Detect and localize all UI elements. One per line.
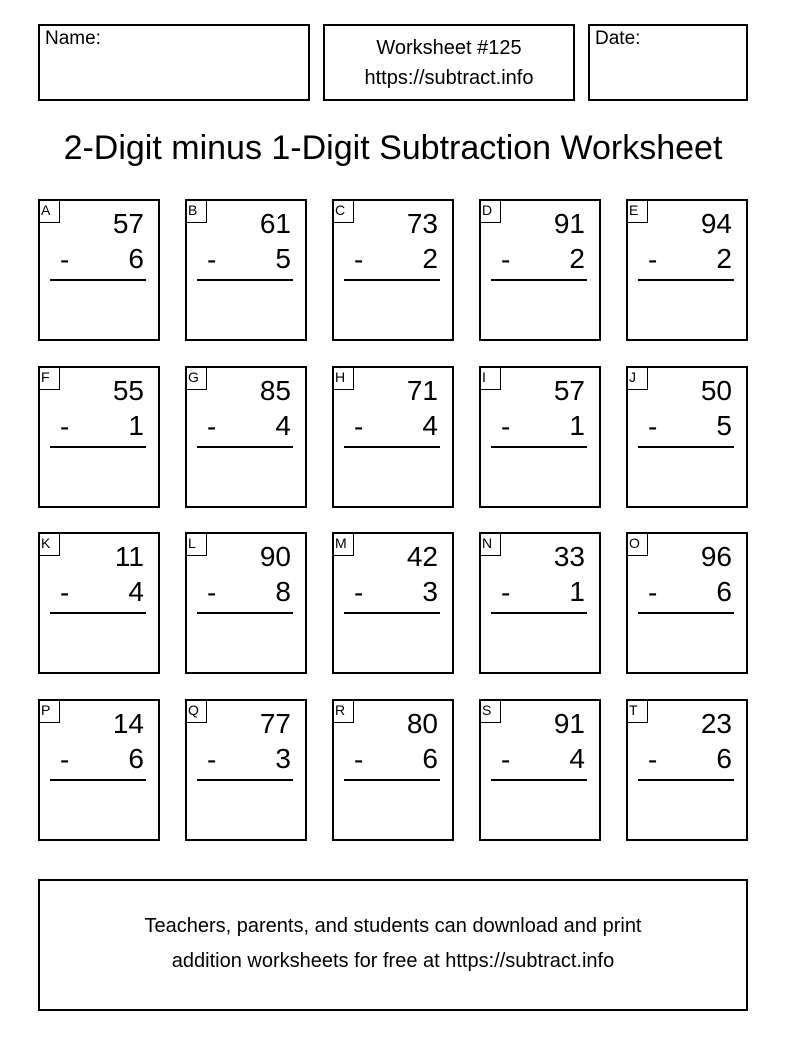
name-box[interactable]: [38, 24, 310, 101]
problem-subtrahend: 2: [569, 243, 585, 274]
problem-subtrahend: 5: [716, 410, 732, 441]
problem-card[interactable]: [185, 532, 307, 674]
answer-line: [344, 779, 440, 781]
problem-subtrahend: 2: [716, 243, 732, 274]
problem-letter: M: [332, 532, 354, 556]
problem-minuend: 90: [259, 541, 291, 572]
answer-line: [491, 779, 587, 781]
page-title: 2-Digit minus 1-Digit Subtraction Worksheet: [63, 129, 723, 167]
problem-letter: H: [332, 366, 354, 390]
problem-subtrahend: 1: [569, 410, 585, 441]
worksheet-info-box: [323, 24, 575, 101]
minus-sign: -: [60, 411, 70, 442]
problem-minuend: 33: [553, 541, 585, 572]
answer-line: [50, 279, 146, 281]
answer-line: [638, 446, 734, 448]
problem-letter: N: [479, 532, 501, 556]
answer-line: [197, 779, 293, 781]
answer-line: [50, 779, 146, 781]
answer-line: [344, 446, 440, 448]
problem-minuend: 57: [553, 375, 585, 406]
minus-sign: -: [60, 244, 70, 275]
problem-subtrahend: 6: [128, 243, 144, 274]
problem-letter: A: [38, 199, 60, 223]
problem-card[interactable]: [38, 366, 160, 508]
problem-minuend: 77: [259, 708, 291, 739]
problem-subtrahend: 4: [128, 576, 144, 607]
problem-minuend: 11: [114, 541, 144, 572]
worksheet-number: Worksheet #125: [376, 37, 522, 59]
problem-subtrahend: 3: [275, 743, 291, 774]
problem-card[interactable]: [185, 366, 307, 508]
problem-card[interactable]: [332, 532, 454, 674]
answer-line: [197, 279, 293, 281]
answer-line: [344, 612, 440, 614]
problem-minuend: 91: [553, 208, 585, 239]
minus-sign: -: [60, 744, 70, 775]
problem-letter: S: [479, 699, 501, 723]
problem-subtrahend: 8: [275, 576, 291, 607]
answer-line: [638, 779, 734, 781]
date-box[interactable]: [588, 24, 748, 101]
name-label: Name:: [45, 28, 101, 49]
minus-sign: -: [501, 577, 511, 608]
problem-card[interactable]: [626, 366, 748, 508]
problem-subtrahend: 6: [128, 743, 144, 774]
problem-subtrahend: 4: [275, 410, 291, 441]
problem-subtrahend: 6: [716, 576, 732, 607]
problem-card[interactable]: [626, 199, 748, 341]
problem-minuend: 50: [700, 375, 732, 406]
minus-sign: -: [648, 411, 658, 442]
answer-line: [491, 279, 587, 281]
minus-sign: -: [207, 577, 217, 608]
problem-minuend: 71: [406, 375, 438, 406]
problem-card[interactable]: [479, 532, 601, 674]
problem-letter: O: [626, 532, 648, 556]
minus-sign: -: [501, 411, 511, 442]
problem-letter: B: [185, 199, 207, 223]
problem-minuend: 42: [406, 541, 438, 572]
answer-line: [50, 446, 146, 448]
problem-minuend: 96: [700, 541, 732, 572]
answer-line: [344, 279, 440, 281]
problem-subtrahend: 2: [422, 243, 438, 274]
problem-card[interactable]: [626, 699, 748, 841]
answer-line: [50, 612, 146, 614]
minus-sign: -: [648, 244, 658, 275]
answer-line: [491, 612, 587, 614]
minus-sign: -: [354, 744, 364, 775]
minus-sign: -: [501, 744, 511, 775]
problem-minuend: 57: [112, 208, 144, 239]
problem-card[interactable]: [479, 199, 601, 341]
problem-subtrahend: 4: [569, 743, 585, 774]
problem-letter: I: [479, 366, 501, 390]
problem-letter: J: [626, 366, 648, 390]
minus-sign: -: [648, 744, 658, 775]
problem-card[interactable]: [479, 366, 601, 508]
problem-letter: K: [38, 532, 60, 556]
footer-line-2: addition worksheets for free at https://subtract.info: [171, 950, 615, 972]
problem-letter: R: [332, 699, 354, 723]
problem-subtrahend: 1: [569, 576, 585, 607]
problem-card[interactable]: [332, 366, 454, 508]
footer-line-1: Teachers, parents, and students can download and print: [144, 915, 642, 937]
problem-letter: P: [38, 699, 60, 723]
answer-line: [491, 446, 587, 448]
footer-box: [38, 879, 748, 1011]
problem-subtrahend: 3: [422, 576, 438, 607]
problem-card[interactable]: [332, 199, 454, 341]
minus-sign: -: [648, 577, 658, 608]
problem-letter: L: [185, 532, 207, 556]
problem-minuend: 55: [112, 375, 144, 406]
problem-card[interactable]: [626, 532, 748, 674]
problem-minuend: 61: [259, 208, 291, 239]
problem-card[interactable]: [332, 699, 454, 841]
answer-line: [638, 612, 734, 614]
problem-subtrahend: 6: [422, 743, 438, 774]
problem-subtrahend: 4: [422, 410, 438, 441]
minus-sign: -: [501, 244, 511, 275]
problem-minuend: 94: [700, 208, 732, 239]
worksheet-url: https://subtract.info: [364, 67, 534, 89]
problem-letter: F: [38, 366, 60, 390]
problem-letter: G: [185, 366, 207, 390]
problem-minuend: 23: [700, 708, 732, 739]
answer-line: [197, 612, 293, 614]
date-label: Date:: [595, 28, 641, 49]
problem-letter: C: [332, 199, 354, 223]
problem-subtrahend: 6: [716, 743, 732, 774]
problem-minuend: 91: [553, 708, 585, 739]
problem-letter: D: [479, 199, 501, 223]
problem-minuend: 85: [259, 375, 291, 406]
minus-sign: -: [207, 244, 217, 275]
minus-sign: -: [207, 744, 217, 775]
minus-sign: -: [354, 244, 364, 275]
problem-card[interactable]: [38, 699, 160, 841]
problem-letter: E: [626, 199, 648, 223]
problem-letter: Q: [185, 699, 207, 723]
problem-card[interactable]: [185, 199, 307, 341]
answer-line: [197, 446, 293, 448]
answer-line: [638, 279, 734, 281]
problem-card[interactable]: [479, 699, 601, 841]
minus-sign: -: [60, 577, 70, 608]
problem-minuend: 14: [112, 708, 144, 739]
problem-subtrahend: 1: [128, 410, 144, 441]
problem-subtrahend: 5: [275, 243, 291, 274]
minus-sign: -: [354, 577, 364, 608]
problem-minuend: 80: [406, 708, 438, 739]
problem-card[interactable]: [38, 532, 160, 674]
minus-sign: -: [207, 411, 217, 442]
problem-minuend: 73: [406, 208, 438, 239]
problem-card[interactable]: [185, 699, 307, 841]
problem-letter: T: [626, 699, 648, 723]
minus-sign: -: [354, 411, 364, 442]
problem-card[interactable]: [38, 199, 160, 341]
